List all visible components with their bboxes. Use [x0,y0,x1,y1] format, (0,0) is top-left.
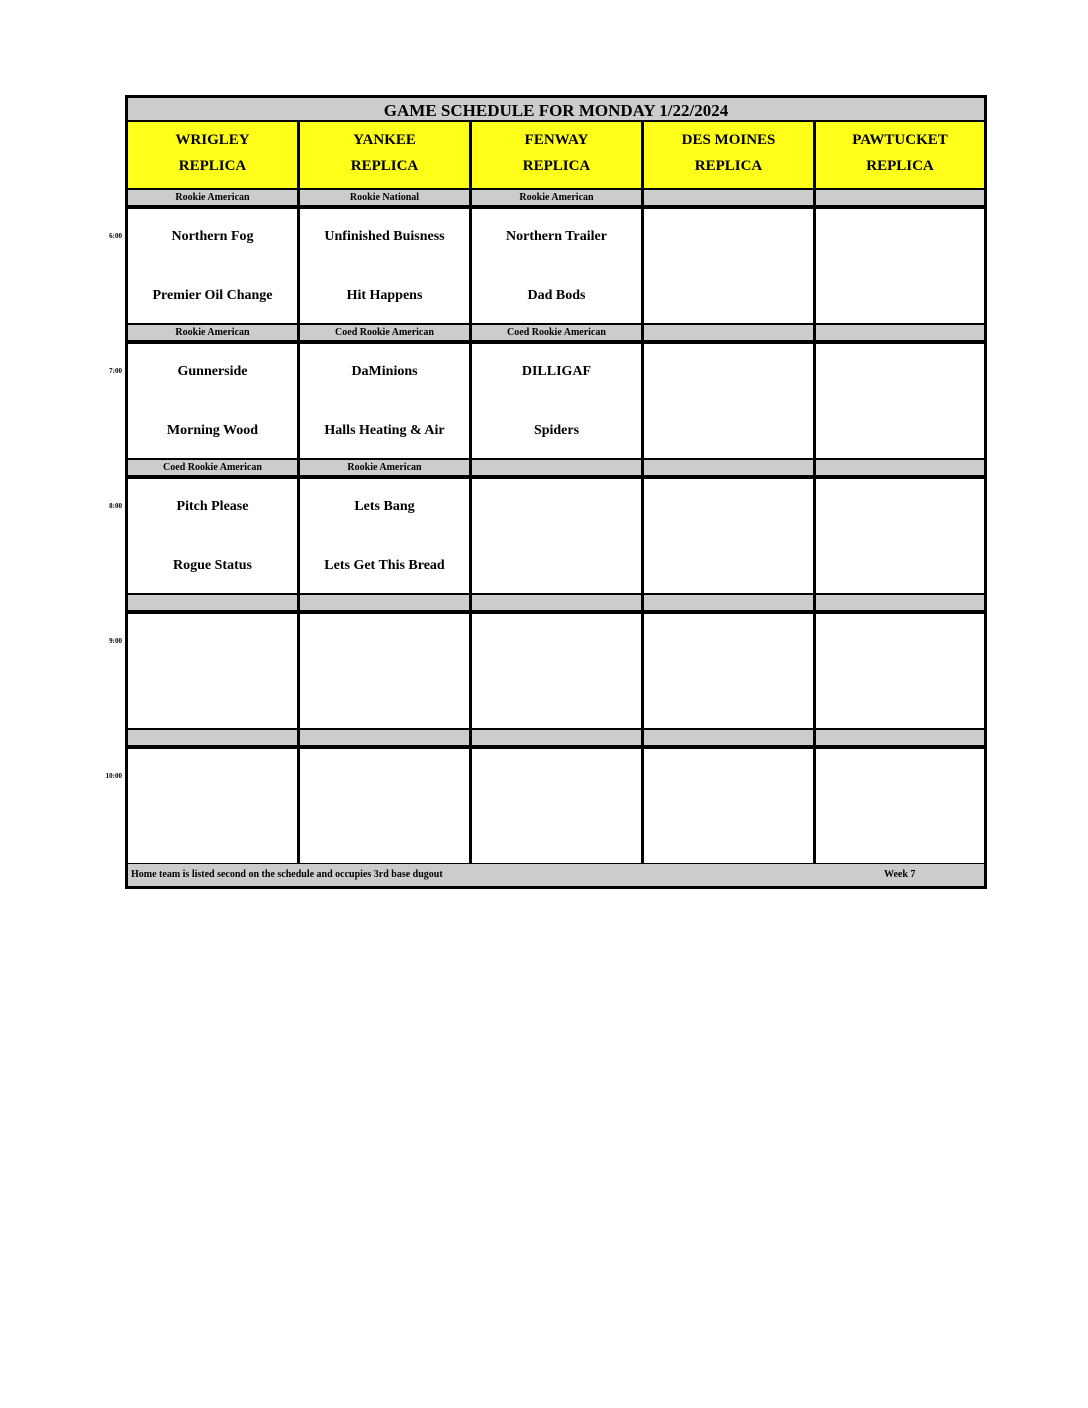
division-label [128,730,300,747]
field-sub: REPLICA [350,158,419,174]
game-cell [472,612,644,730]
division-label [816,730,984,747]
game-cell [128,747,300,865]
division-label: Coed Rookie American [300,325,472,342]
away-team: DaMinions [351,364,418,379]
game-cell [816,342,984,460]
game-cell [644,747,816,865]
field-header-pawtucket [816,122,984,190]
field-name: DES MOINES [681,132,776,148]
home-team: Morning Wood [166,423,259,438]
game-cell [128,477,300,595]
time-label: 9:00 [109,637,122,645]
field-header-wrigley [128,122,300,190]
away-team: Unfinished Buisness [324,229,445,244]
game-cell [644,477,816,595]
time-label: 7:00 [109,367,122,375]
division-label [472,595,644,612]
division-label [644,730,816,747]
game-cell [300,612,472,730]
game-cell [300,342,472,460]
game-cell [128,207,300,325]
game-cell [128,612,300,730]
division-label: Coed Rookie American [472,325,644,342]
home-team: Halls Heating & Air [324,423,445,438]
game-cell [816,207,984,325]
field-header-fenway [472,122,644,190]
away-team: Lets Bang [354,499,415,514]
division-label: Rookie American [128,190,300,207]
game-cell [644,612,816,730]
division-label [816,325,984,342]
division-label [300,595,472,612]
division-label: Rookie American [128,325,300,342]
division-label: Coed Rookie American [128,460,300,477]
field-name: YANKEE [353,132,416,148]
game-cell [816,477,984,595]
game-cell [472,477,644,595]
game-cell [300,207,472,325]
division-label [644,460,816,477]
division-label [816,460,984,477]
home-team: Spiders [533,423,580,438]
game-cell [816,612,984,730]
field-sub: REPLICA [522,158,591,174]
field-name: FENWAY [524,132,589,148]
division-label [816,190,984,207]
home-team: Lets Get This Bread [324,558,445,573]
game-cell [128,342,300,460]
division-label: Rookie American [472,190,644,207]
home-team: Dad Bods [527,288,586,303]
home-team: Premier Oil Change [152,288,273,303]
game-cell [644,342,816,460]
division-label: Rookie American [300,460,472,477]
game-cell [300,477,472,595]
field-sub: REPLICA [866,158,934,174]
field-name: PAWTUCKET [852,132,948,148]
field-header-yankee [300,122,472,190]
week-label: Week 7 [884,869,916,880]
division-label [816,595,984,612]
field-sub: REPLICA [178,158,247,174]
time-label: 6:00 [109,232,122,240]
away-team: Northern Fog [171,229,254,244]
away-team: Pitch Please [176,499,249,514]
game-cell [472,747,644,865]
schedule-title: GAME SCHEDULE FOR MONDAY 1/22/2024 [128,98,984,122]
home-team-note: Home team is listed second on the schedule and occupies 3rd base dugout [131,869,443,880]
home-team: Rogue Status [173,558,252,573]
division-label: Rookie National [300,190,472,207]
division-label [472,460,644,477]
schedule-footer [128,864,984,886]
field-name: WRIGLEY [175,132,250,148]
away-team: Northern Trailer [506,229,607,244]
division-label [300,730,472,747]
division-label [128,595,300,612]
field-sub: REPLICA [694,158,763,174]
field-header-des-moines [644,122,816,190]
game-cell [816,747,984,865]
division-label [472,730,644,747]
game-cell [300,747,472,865]
schedule-table [125,95,987,889]
game-cell [472,342,644,460]
division-label [644,190,816,207]
game-cell [644,207,816,325]
game-cell [472,207,644,325]
away-team: Gunnerside [177,364,248,379]
division-label [644,325,816,342]
division-label [644,595,816,612]
time-label: 8:00 [109,502,122,510]
away-team: DILLIGAF [521,364,592,379]
time-label: 10:00 [105,772,122,780]
home-team: Hit Happens [346,288,423,303]
